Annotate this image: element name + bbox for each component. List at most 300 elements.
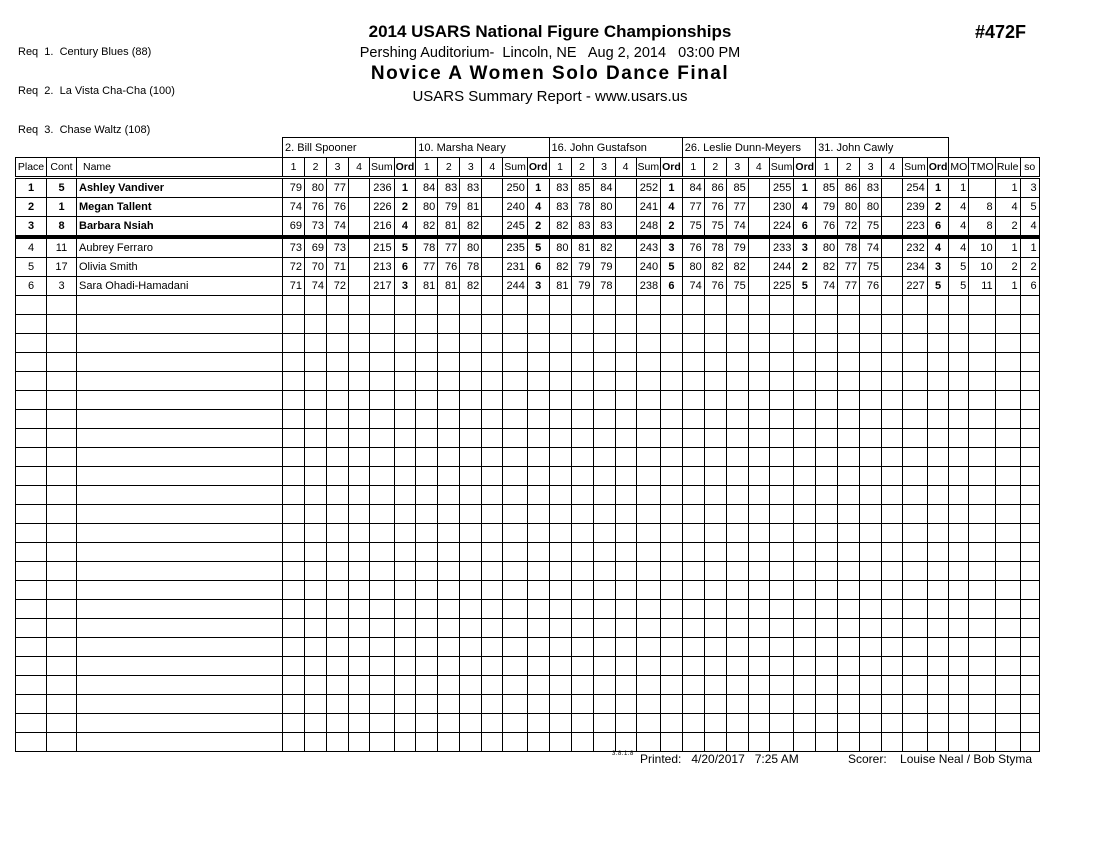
empty-ord-cell xyxy=(661,505,683,524)
empty-score-cell xyxy=(816,391,838,410)
empty-score-cell xyxy=(682,353,704,372)
empty-score-cell xyxy=(704,429,726,448)
empty-ord-cell xyxy=(394,562,416,581)
judge4-score-4 xyxy=(748,258,769,277)
empty-score-cell xyxy=(438,334,460,353)
contestant-number-cell: 3 xyxy=(47,277,77,296)
empty-score-cell xyxy=(482,448,503,467)
empty-score-cell xyxy=(460,733,482,752)
empty-sum-cell xyxy=(903,334,928,353)
empty-score-cell xyxy=(283,562,305,581)
empty-score-cell xyxy=(860,391,882,410)
empty-score-cell xyxy=(838,600,860,619)
col-header-ord: Ord xyxy=(794,158,816,178)
empty-name-cell xyxy=(77,334,283,353)
empty-sum-cell xyxy=(503,600,528,619)
judge3-score-4 xyxy=(615,277,636,296)
empty-sum-cell xyxy=(503,296,528,315)
majority-ordinal-cell: 1 xyxy=(949,178,969,198)
empty-ord-cell xyxy=(927,657,949,676)
empty-sum-cell xyxy=(370,296,395,315)
empty-sum-cell xyxy=(503,467,528,486)
empty-ord-cell xyxy=(394,619,416,638)
judge2-score-2: 79 xyxy=(438,198,460,217)
empty-score-cell xyxy=(860,676,882,695)
empty-score-cell xyxy=(726,334,748,353)
empty-score-cell xyxy=(460,315,482,334)
judge3-ordinal: 2 xyxy=(661,217,683,238)
empty-score-cell xyxy=(416,524,438,543)
col-header-score-2: 2 xyxy=(571,158,593,178)
empty-score-cell xyxy=(571,372,593,391)
empty-sum-cell xyxy=(503,486,528,505)
empty-sum-cell xyxy=(636,334,661,353)
empty-score-cell xyxy=(682,562,704,581)
empty-place-cell xyxy=(16,296,47,315)
empty-score-cell xyxy=(882,391,903,410)
empty-score-cell xyxy=(838,562,860,581)
empty-score-cell xyxy=(349,448,370,467)
empty-score-cell xyxy=(816,543,838,562)
empty-score-cell xyxy=(549,676,571,695)
empty-score-cell xyxy=(349,391,370,410)
empty-score-cell xyxy=(549,543,571,562)
empty-row xyxy=(16,714,1040,733)
judge1-sum: 226 xyxy=(370,198,395,217)
empty-score-cell xyxy=(615,296,636,315)
empty-stat-cell xyxy=(995,296,1020,315)
empty-score-cell xyxy=(283,505,305,524)
empty-cont-cell xyxy=(47,600,77,619)
empty-sum-cell xyxy=(636,581,661,600)
empty-score-cell xyxy=(283,353,305,372)
judge5-score-2: 77 xyxy=(838,277,860,296)
skater-name-cell: Ashley Vandiver xyxy=(77,178,283,198)
empty-place-cell xyxy=(16,562,47,581)
empty-score-cell xyxy=(549,448,571,467)
empty-ord-cell xyxy=(527,733,549,752)
empty-stat-cell xyxy=(1020,448,1039,467)
empty-score-cell xyxy=(682,524,704,543)
empty-ord-cell xyxy=(394,600,416,619)
empty-score-cell xyxy=(748,410,769,429)
empty-sum-cell xyxy=(370,391,395,410)
col-header-score-3: 3 xyxy=(860,158,882,178)
empty-score-cell xyxy=(726,524,748,543)
empty-score-cell xyxy=(593,714,615,733)
judge3-score-3: 80 xyxy=(593,198,615,217)
judge4-score-3: 85 xyxy=(726,178,748,198)
empty-score-cell xyxy=(860,467,882,486)
empty-score-cell xyxy=(726,391,748,410)
col-header-score-2: 2 xyxy=(305,158,327,178)
empty-score-cell xyxy=(838,543,860,562)
table-row-place-3 xyxy=(16,217,1040,238)
empty-stat-cell xyxy=(995,486,1020,505)
empty-score-cell xyxy=(327,410,349,429)
empty-place-cell xyxy=(16,543,47,562)
empty-score-cell xyxy=(349,524,370,543)
empty-stat-cell xyxy=(969,695,995,714)
empty-score-cell xyxy=(305,505,327,524)
empty-row xyxy=(16,695,1040,714)
empty-score-cell xyxy=(838,467,860,486)
empty-sum-cell xyxy=(636,467,661,486)
empty-stat-cell xyxy=(949,448,969,467)
empty-sum-cell xyxy=(503,619,528,638)
empty-ord-cell xyxy=(794,676,816,695)
empty-score-cell xyxy=(860,657,882,676)
empty-cont-cell xyxy=(47,429,77,448)
empty-score-cell xyxy=(816,448,838,467)
empty-sum-cell xyxy=(903,486,928,505)
empty-stat-cell xyxy=(1020,714,1039,733)
empty-score-cell xyxy=(283,619,305,638)
empty-stat-cell xyxy=(949,581,969,600)
empty-stat-cell xyxy=(1020,619,1039,638)
empty-ord-cell xyxy=(794,581,816,600)
empty-sum-cell xyxy=(769,676,794,695)
empty-score-cell xyxy=(882,410,903,429)
empty-ord-cell xyxy=(661,353,683,372)
empty-sum-cell xyxy=(503,695,528,714)
empty-score-cell xyxy=(593,695,615,714)
empty-sum-cell xyxy=(769,657,794,676)
empty-score-cell xyxy=(416,505,438,524)
empty-ord-cell xyxy=(927,638,949,657)
empty-sum-cell xyxy=(903,543,928,562)
empty-score-cell xyxy=(416,315,438,334)
empty-score-cell xyxy=(860,315,882,334)
judge2-sum: 245 xyxy=(503,217,528,238)
judge2-score-3: 81 xyxy=(460,198,482,217)
empty-stat-cell xyxy=(969,600,995,619)
empty-stat-cell xyxy=(949,695,969,714)
empty-sum-cell xyxy=(636,733,661,752)
majority-ordinal-cell: 4 xyxy=(949,217,969,238)
judge5-score-4 xyxy=(882,217,903,238)
empty-stat-cell xyxy=(1020,296,1039,315)
empty-score-cell xyxy=(593,619,615,638)
judge5-score-4 xyxy=(882,277,903,296)
empty-row xyxy=(16,429,1040,448)
empty-stat-cell xyxy=(1020,676,1039,695)
judge5-score-1: 79 xyxy=(816,198,838,217)
empty-score-cell xyxy=(305,676,327,695)
empty-cont-cell xyxy=(47,353,77,372)
empty-ord-cell xyxy=(527,448,549,467)
empty-score-cell xyxy=(838,353,860,372)
col-header-rule: Rule xyxy=(995,158,1020,178)
empty-ord-cell xyxy=(394,657,416,676)
empty-score-cell xyxy=(438,543,460,562)
empty-name-cell xyxy=(77,657,283,676)
empty-score-cell xyxy=(571,676,593,695)
empty-score-cell xyxy=(549,619,571,638)
judge-header-1: 2. Bill Spooner xyxy=(283,138,416,158)
empty-cont-cell xyxy=(47,391,77,410)
empty-score-cell xyxy=(438,372,460,391)
empty-score-cell xyxy=(305,619,327,638)
empty-ord-cell xyxy=(794,391,816,410)
empty-sum-cell xyxy=(370,505,395,524)
empty-cont-cell xyxy=(47,562,77,581)
empty-score-cell xyxy=(882,448,903,467)
empty-ord-cell xyxy=(794,467,816,486)
col-header-mo: MO xyxy=(949,158,969,178)
empty-sum-cell xyxy=(636,296,661,315)
empty-score-cell xyxy=(416,448,438,467)
empty-score-cell xyxy=(726,676,748,695)
judge1-score-3: 74 xyxy=(327,217,349,238)
empty-ord-cell xyxy=(661,714,683,733)
empty-stat-cell xyxy=(1020,600,1039,619)
empty-stat-cell xyxy=(995,562,1020,581)
empty-score-cell xyxy=(816,315,838,334)
judge-header-2: 10. Marsha Neary xyxy=(416,138,549,158)
empty-score-cell xyxy=(615,543,636,562)
empty-score-cell xyxy=(571,562,593,581)
judge2-score-4 xyxy=(482,198,503,217)
empty-stat-cell xyxy=(949,391,969,410)
empty-stat-cell xyxy=(969,353,995,372)
empty-stat-cell xyxy=(949,657,969,676)
empty-score-cell xyxy=(682,657,704,676)
empty-ord-cell xyxy=(927,543,949,562)
empty-ord-cell xyxy=(394,448,416,467)
judge1-score-1: 74 xyxy=(283,198,305,217)
empty-score-cell xyxy=(882,676,903,695)
empty-ord-cell xyxy=(394,467,416,486)
empty-score-cell xyxy=(682,581,704,600)
judge4-score-3: 74 xyxy=(726,217,748,238)
empty-score-cell xyxy=(882,353,903,372)
rule-cell: 1 xyxy=(995,237,1020,258)
judge5-ordinal: 2 xyxy=(927,198,949,217)
empty-score-cell xyxy=(860,372,882,391)
empty-score-cell xyxy=(349,353,370,372)
place-cell: 5 xyxy=(16,258,47,277)
place-cell: 6 xyxy=(16,277,47,296)
empty-score-cell xyxy=(882,467,903,486)
empty-stat-cell xyxy=(969,524,995,543)
empty-stat-cell xyxy=(969,505,995,524)
empty-score-cell xyxy=(327,429,349,448)
empty-sum-cell xyxy=(903,429,928,448)
empty-score-cell xyxy=(349,657,370,676)
empty-score-cell xyxy=(460,695,482,714)
empty-sum-cell xyxy=(903,714,928,733)
empty-sum-cell xyxy=(769,695,794,714)
empty-score-cell xyxy=(726,429,748,448)
empty-score-cell xyxy=(704,334,726,353)
empty-score-cell xyxy=(816,619,838,638)
judge4-sum: 230 xyxy=(769,198,794,217)
judge2-score-3: 80 xyxy=(460,237,482,258)
empty-ord-cell xyxy=(794,505,816,524)
empty-score-cell xyxy=(305,562,327,581)
empty-sum-cell xyxy=(769,410,794,429)
empty-score-cell xyxy=(704,543,726,562)
judge4-score-3: 82 xyxy=(726,258,748,277)
empty-score-cell xyxy=(615,391,636,410)
empty-score-cell xyxy=(305,733,327,752)
empty-sum-cell xyxy=(903,733,928,752)
judge3-score-4 xyxy=(615,217,636,238)
empty-score-cell xyxy=(882,619,903,638)
empty-stat-cell xyxy=(995,410,1020,429)
col-header-tmo: TMO xyxy=(969,158,995,178)
empty-sum-cell xyxy=(769,448,794,467)
empty-score-cell xyxy=(438,429,460,448)
empty-stat-cell xyxy=(995,733,1020,752)
empty-score-cell xyxy=(349,619,370,638)
empty-ord-cell xyxy=(527,657,549,676)
empty-score-cell xyxy=(838,619,860,638)
empty-ord-cell xyxy=(794,733,816,752)
empty-score-cell xyxy=(615,695,636,714)
empty-score-cell xyxy=(571,695,593,714)
judge2-score-2: 83 xyxy=(438,178,460,198)
judge2-score-2: 77 xyxy=(438,237,460,258)
empty-score-cell xyxy=(460,448,482,467)
empty-score-cell xyxy=(305,391,327,410)
col-header-score-3: 3 xyxy=(726,158,748,178)
empty-score-cell xyxy=(549,600,571,619)
empty-score-cell xyxy=(682,391,704,410)
empty-score-cell xyxy=(571,657,593,676)
empty-cont-cell xyxy=(47,296,77,315)
empty-score-cell xyxy=(283,733,305,752)
judge2-score-3: 83 xyxy=(460,178,482,198)
empty-stat-cell xyxy=(969,581,995,600)
empty-score-cell xyxy=(305,638,327,657)
empty-place-cell xyxy=(16,638,47,657)
empty-score-cell xyxy=(816,296,838,315)
empty-score-cell xyxy=(860,429,882,448)
judge1-score-1: 79 xyxy=(283,178,305,198)
empty-score-cell xyxy=(704,733,726,752)
empty-name-cell xyxy=(77,296,283,315)
judge4-score-4 xyxy=(748,178,769,198)
empty-ord-cell xyxy=(527,524,549,543)
judge4-sum: 225 xyxy=(769,277,794,296)
judge1-score-4 xyxy=(349,198,370,217)
empty-stat-cell xyxy=(995,448,1020,467)
empty-score-cell xyxy=(816,562,838,581)
empty-ord-cell xyxy=(927,600,949,619)
empty-score-cell xyxy=(838,581,860,600)
empty-score-cell xyxy=(882,657,903,676)
empty-cont-cell xyxy=(47,619,77,638)
empty-ord-cell xyxy=(794,695,816,714)
empty-score-cell xyxy=(305,353,327,372)
empty-score-cell xyxy=(549,562,571,581)
empty-cont-cell xyxy=(47,448,77,467)
empty-score-cell xyxy=(571,467,593,486)
empty-score-cell xyxy=(860,562,882,581)
empty-place-cell xyxy=(16,315,47,334)
empty-ord-cell xyxy=(527,334,549,353)
judge4-score-1: 75 xyxy=(682,217,704,238)
so-cell: 2 xyxy=(1020,258,1039,277)
empty-score-cell xyxy=(283,638,305,657)
empty-score-cell xyxy=(704,353,726,372)
empty-score-cell xyxy=(860,619,882,638)
empty-sum-cell xyxy=(903,410,928,429)
col-header-so: so xyxy=(1020,158,1039,178)
empty-place-cell xyxy=(16,372,47,391)
empty-score-cell xyxy=(327,334,349,353)
empty-sum-cell xyxy=(769,429,794,448)
empty-stat-cell xyxy=(995,714,1020,733)
empty-place-cell xyxy=(16,657,47,676)
empty-score-cell xyxy=(327,619,349,638)
judge4-score-2: 76 xyxy=(704,198,726,217)
empty-score-cell xyxy=(549,505,571,524)
empty-score-cell xyxy=(726,353,748,372)
empty-score-cell xyxy=(460,638,482,657)
empty-score-cell xyxy=(327,695,349,714)
empty-name-cell xyxy=(77,619,283,638)
empty-score-cell xyxy=(615,353,636,372)
empty-ord-cell xyxy=(794,410,816,429)
so-cell: 4 xyxy=(1020,217,1039,238)
empty-place-cell xyxy=(16,714,47,733)
empty-score-cell xyxy=(748,638,769,657)
empty-score-cell xyxy=(704,714,726,733)
judge1-score-4 xyxy=(349,178,370,198)
empty-score-cell xyxy=(349,467,370,486)
empty-score-cell xyxy=(615,372,636,391)
table-row-place-4 xyxy=(16,237,1040,258)
empty-score-cell xyxy=(482,562,503,581)
empty-score-cell xyxy=(682,372,704,391)
empty-score-cell xyxy=(482,543,503,562)
empty-sum-cell xyxy=(503,448,528,467)
empty-score-cell xyxy=(482,676,503,695)
empty-score-cell xyxy=(704,448,726,467)
empty-sum-cell xyxy=(769,543,794,562)
empty-score-cell xyxy=(305,372,327,391)
empty-score-cell xyxy=(305,429,327,448)
empty-place-cell xyxy=(16,448,47,467)
empty-sum-cell xyxy=(903,505,928,524)
empty-stat-cell xyxy=(969,619,995,638)
empty-score-cell xyxy=(682,714,704,733)
empty-score-cell xyxy=(726,296,748,315)
empty-score-cell xyxy=(416,543,438,562)
empty-score-cell xyxy=(704,467,726,486)
judge1-score-3: 71 xyxy=(327,258,349,277)
empty-score-cell xyxy=(838,429,860,448)
empty-stat-cell xyxy=(969,467,995,486)
empty-name-cell xyxy=(77,353,283,372)
empty-ord-cell xyxy=(927,562,949,581)
empty-score-cell xyxy=(860,543,882,562)
empty-score-cell xyxy=(327,448,349,467)
empty-score-cell xyxy=(416,296,438,315)
empty-score-cell xyxy=(283,543,305,562)
empty-ord-cell xyxy=(794,543,816,562)
empty-score-cell xyxy=(349,410,370,429)
judge3-score-3: 84 xyxy=(593,178,615,198)
empty-ord-cell xyxy=(527,296,549,315)
empty-ord-cell xyxy=(794,353,816,372)
empty-ord-cell xyxy=(394,695,416,714)
empty-ord-cell xyxy=(527,391,549,410)
empty-score-cell xyxy=(615,524,636,543)
